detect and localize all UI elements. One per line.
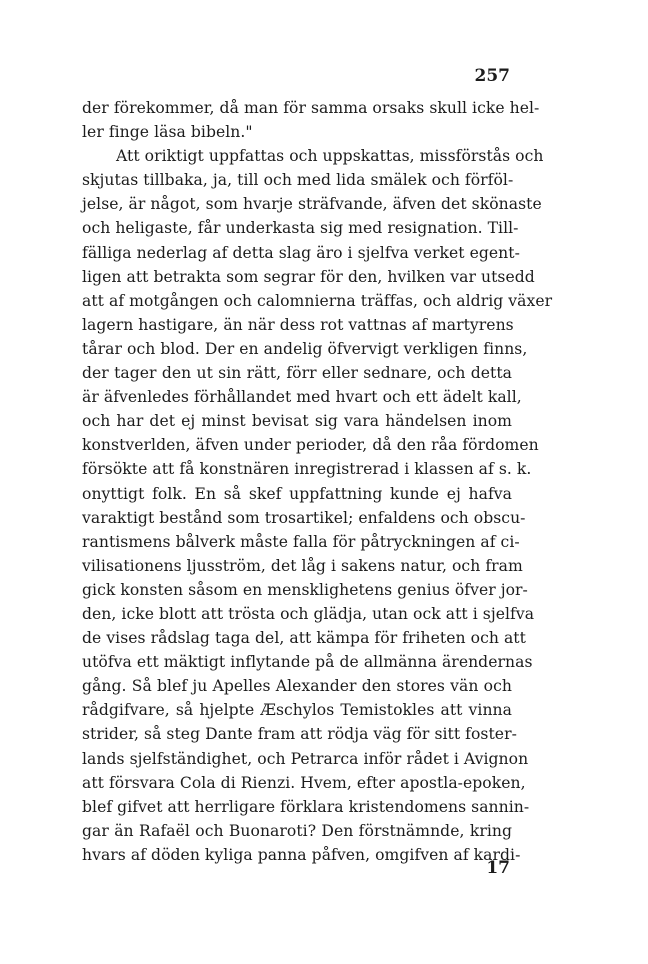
text-line: och har det ej minst bevisat sig vara händelsen inom [82, 412, 512, 431]
text-line: utöfva ett mäktigt inflytande på de allmänna ärendernas [82, 653, 533, 672]
text-line: der tager den ut sin rätt, förr eller sednare, och detta [82, 364, 512, 383]
text-line: rådgifvare, så hjelpte Æschylos Temistokles att vinna [82, 701, 512, 720]
text-line: försökte att få konstnären inregistrerad i klassen af s. k. [82, 460, 532, 479]
text-line: blef gifvet att herrligare förklara kristendomens sannin- [82, 797, 530, 816]
text-line: hvars af döden kyliga panna påfven, omgifven af kardi- [82, 845, 521, 864]
text-line: gick konsten såsom en mensklighetens genius öfver jor- [82, 580, 528, 599]
text-line: gar än Rafaël och Buonaroti? Den förstnämnde, kring [82, 821, 512, 840]
text-line: tårar och blod. Der en andelig öfvervigt verkligen finns, [82, 339, 528, 358]
text-line: skjutas tillbaka, ja, till och med lida smälek och förföl- [82, 171, 514, 190]
text-line: den, icke blott att trösta och glädja, utan ock att i sjelfva [82, 604, 535, 623]
text-line: onyttigt folk. En så skef uppfattning kunde ej hafva [82, 484, 512, 503]
text-line: lands sjelfständighet, och Petrarca inför rådet i Avignon [82, 749, 529, 768]
text-line: lagern hastigare, än när dess rot vattnas af martyrens [82, 315, 514, 334]
text-line: konstverlden, äfven under perioder, då den råa fördomen [82, 436, 539, 455]
signature-mark: 17 [486, 858, 510, 878]
text-line: gång. Så blef ju Apelles Alexander den stores vän och [82, 677, 512, 696]
text-line: de vises rådslag taga del, att kämpa för friheten och att [82, 629, 526, 648]
text-line: der förekommer, då man för samma orsaks skull icke hel- [82, 99, 540, 117]
body-text [82, 96, 553, 867]
text-line: att försvara Cola di Rienzi. Hvem, efter apostla-epoken, [82, 773, 526, 792]
text-line: strider, så steg Dante fram att rödja väg för sitt foster- [82, 725, 517, 744]
text-line: och heligaste, får underkasta sig med resignation. Till- [82, 219, 519, 238]
text-line: fälliga nederlag af detta slag äro i sjelfva verket egent- [82, 243, 520, 262]
text-line: rantismens bålverk måste falla för påtryckningen af ci- [82, 532, 520, 551]
text-line: ligen att betrakta som segrar för den, hvilken var utsedd [82, 267, 535, 286]
text-line: varaktigt bestånd som trosartikel; enfaldens och obscu- [82, 508, 526, 527]
text-line: Att oriktigt uppfattas och uppskattas, missförstås och [116, 147, 544, 166]
text-line: jelse, är något, som hvarje sträfvande, äfven det skönaste [82, 195, 542, 214]
text-line: ler finge läsa bibeln." [82, 123, 253, 142]
text-line: vilisationens ljusström, det låg i sakens natur, och fram [82, 556, 523, 575]
text-line: att af motgången och calomnierna träffas, och aldrig växer [82, 291, 553, 310]
page-number: 257 [474, 66, 510, 86]
text-line: är äfvenledes förhållandet med hvart och ett ädelt kall, [82, 388, 522, 407]
